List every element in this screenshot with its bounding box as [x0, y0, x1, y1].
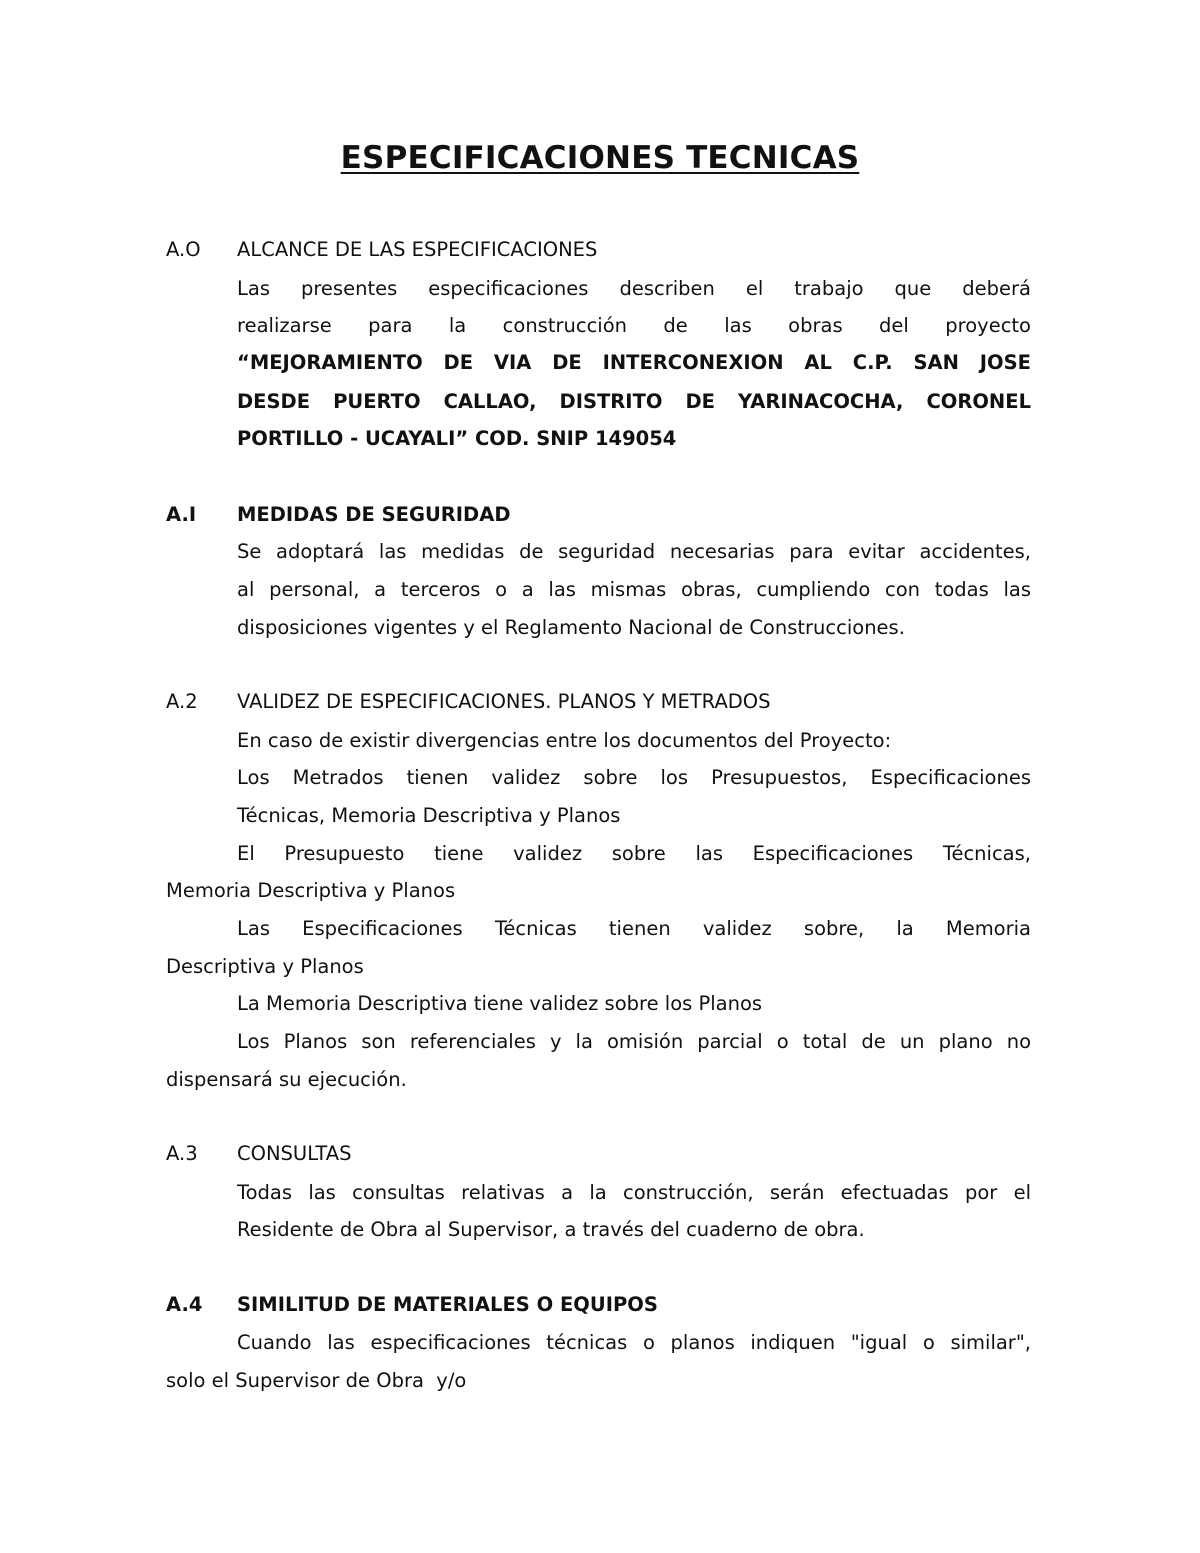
section-number: A.I	[166, 503, 197, 526]
paragraph-line: Cuando las especificaciones técnicas o planos indiquen "igual o similar",	[237, 1331, 1031, 1354]
section-title: ALCANCE DE LAS ESPECIFICACIONES	[237, 238, 598, 261]
paragraph-line: En caso de existir divergencias entre los documentos del Proyecto:	[237, 729, 892, 752]
section-number: A.O	[166, 238, 201, 261]
paragraph-line: disposiciones vigentes y el Reglamento Nacional de Construcciones.	[237, 616, 905, 639]
paragraph-line: Todas las consultas relativas a la construcción, serán efectuadas por el	[237, 1181, 1031, 1204]
section-number: A.3	[166, 1142, 198, 1165]
paragraph-line: solo el Supervisor de Obra y/o	[166, 1369, 467, 1392]
paragraph-line: Los Metrados tienen validez sobre los Presupuestos, Especificaciones	[237, 766, 1031, 789]
paragraph-line: La Memoria Descriptiva tiene validez sobre los Planos	[237, 992, 763, 1015]
paragraph-line: El Presupuesto tiene validez sobre las Especificaciones Técnicas,	[237, 842, 1031, 865]
paragraph-line: Los Planos son referenciales y la omisión parcial o total de un plano no	[237, 1030, 1031, 1053]
paragraph-line: Se adoptará las medidas de seguridad necesarias para evitar accidentes,	[237, 540, 1031, 563]
paragraph-line: Memoria Descriptiva y Planos	[166, 879, 456, 902]
paragraph-line: realizarse para la construcción de las obras del proyecto	[237, 314, 1031, 337]
section-number: A.2	[166, 690, 198, 713]
paragraph-line: Técnicas, Memoria Descriptiva y Planos	[237, 804, 621, 827]
paragraph-line: Las presentes especificaciones describen el trabajo que deberá	[237, 277, 1031, 300]
project-name-line: PORTILLO - UCAYALI” COD. SNIP 149054	[237, 427, 677, 450]
section-title: SIMILITUD DE MATERIALES O EQUIPOS	[237, 1293, 658, 1316]
project-name-line: DESDE PUERTO CALLAO, DISTRITO DE YARINACOCHA, CORONEL	[237, 390, 1031, 413]
document-title: ESPECIFICACIONES TECNICAS	[340, 140, 860, 176]
paragraph-line: Residente de Obra al Supervisor, a través del cuaderno de obra.	[237, 1218, 865, 1241]
section-title: CONSULTAS	[237, 1142, 352, 1165]
section-title: MEDIDAS DE SEGURIDAD	[237, 503, 511, 526]
paragraph-line: al personal, a terceros o a las mismas obras, cumpliendo con todas las	[237, 578, 1031, 601]
project-name-line: “MEJORAMIENTO DE VIA DE INTERCONEXION AL C.P. SAN JOSE	[237, 351, 1031, 374]
paragraph-line: Descriptiva y Planos	[166, 955, 364, 978]
section-number: A.4	[166, 1293, 203, 1316]
paragraph-line: Las Especificaciones Técnicas tienen validez sobre, la Memoria	[237, 917, 1031, 940]
section-title: VALIDEZ DE ESPECIFICACIONES. PLANOS Y METRADOS	[237, 690, 771, 713]
paragraph-line: dispensará su ejecución.	[166, 1068, 407, 1091]
